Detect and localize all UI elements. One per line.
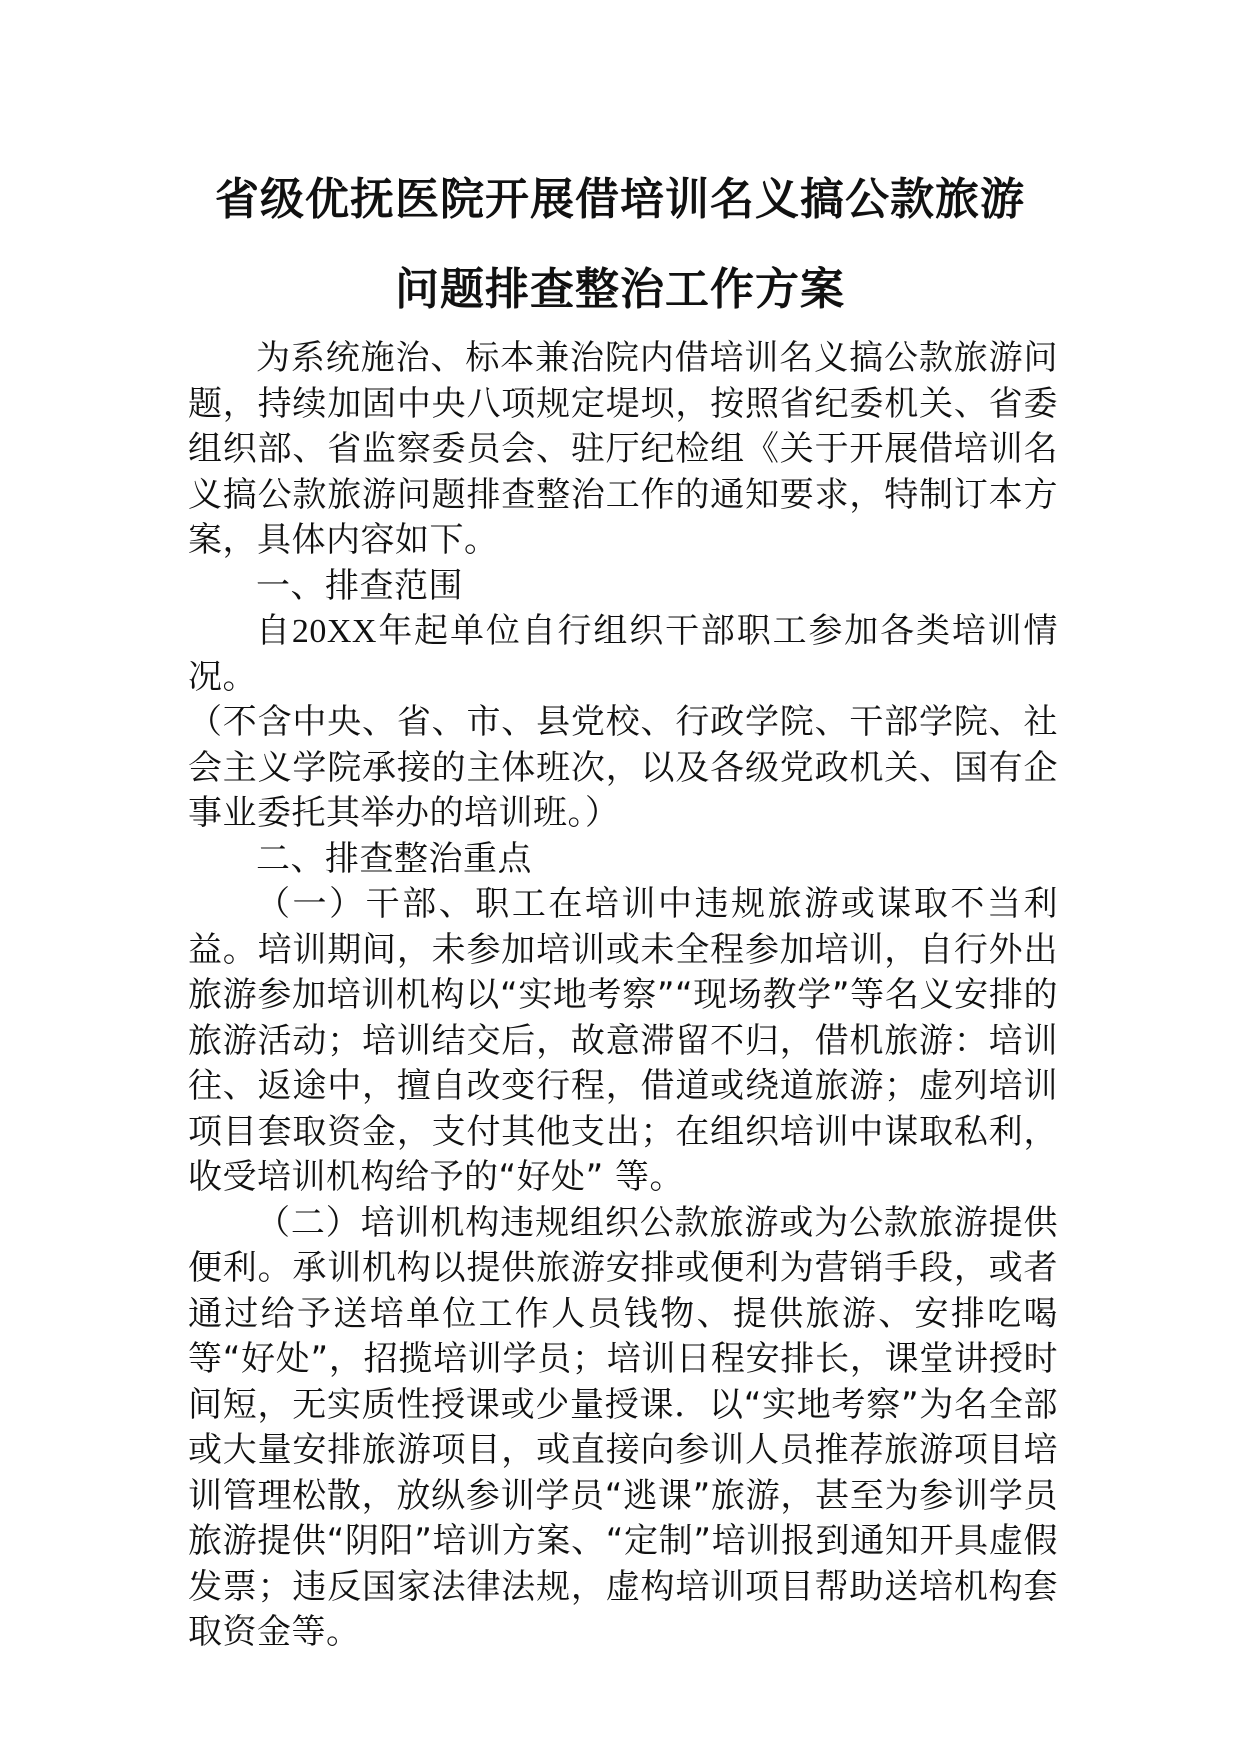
section-2-heading: 二、排查整治重点 <box>256 838 532 879</box>
section-1-paragraph-1 <box>188 609 1058 700</box>
document-body <box>188 336 1058 1656</box>
section-1-year: 20XX <box>291 613 377 650</box>
section-1-heading: 一、排查范围 <box>256 565 463 606</box>
section-2-item-2: （二）培训机构违规组织公款旅游或为公款旅游提供便利。承训机构以提供旅游安排或便利为营销手段，或者通过给予送培单位工作人员钱物、提供旅游、安排吃喝等“好处”，招揽培训学员；培训日程安排长，课堂讲授时间短，无实质性授课或少量授课．以“实地考察”为名全部或大量安排旅游项目，或直接向参训人员推荐旅游项目培训管理松散，放纵参训学员“逃课”旅游，甚至为参训学员旅游提供“阴阳”培训方案、“定制”培训报到通知开具虚假发票；违反国家法律法规，虚构培训项目帮助送培机构套取资金等。 <box>188 1202 1058 1652</box>
section-1-paragraph-2: （不含中央、省、市、县党校、行政学院、干部学院、社会主义学院承接的主体班次，以及各级党政机关、国有企事业委托其举办的培训班。） <box>188 702 1058 833</box>
intro-paragraph: 为系统施治、标本兼治院内借培训名义搞公款旅游问题，持续加固中央八项规定堤坝，按照省纪委机关、省委组织部、省监察委员会、驻厅纪检组《关于开展借培训名义搞公款旅游问题排查整治工作的通知要求，特制订本方案，具体内容如下。 <box>188 338 1058 560</box>
section-1-prefix: 自 <box>256 611 292 651</box>
document-title-line-1: 省级优抚医院开展借培训名义搞公款旅游 <box>215 174 1025 225</box>
section-1-rest: 年起单位自行组织干部职工参加各类培训情况。 <box>188 611 1059 697</box>
document-title-line-2: 问题排查整治工作方案 <box>395 264 845 315</box>
section-2-item-1: （一）干部、职工在培训中违规旅游或谋取不当利益。培训期间，未参加培训或未全程参加培训，自行外出旅游参加培训机构以“实地考察”“现场教学”等名义安排的旅游活动；培训结交后，故意滞留不归，借机旅游：培训往、返途中，擅自改变行程，借道或绕道旅游；虚列培训项目套取资金，支付其他支出；在组织培训中谋取私利，收受培训机构给予的“好处” 等。 <box>188 884 1058 1197</box>
